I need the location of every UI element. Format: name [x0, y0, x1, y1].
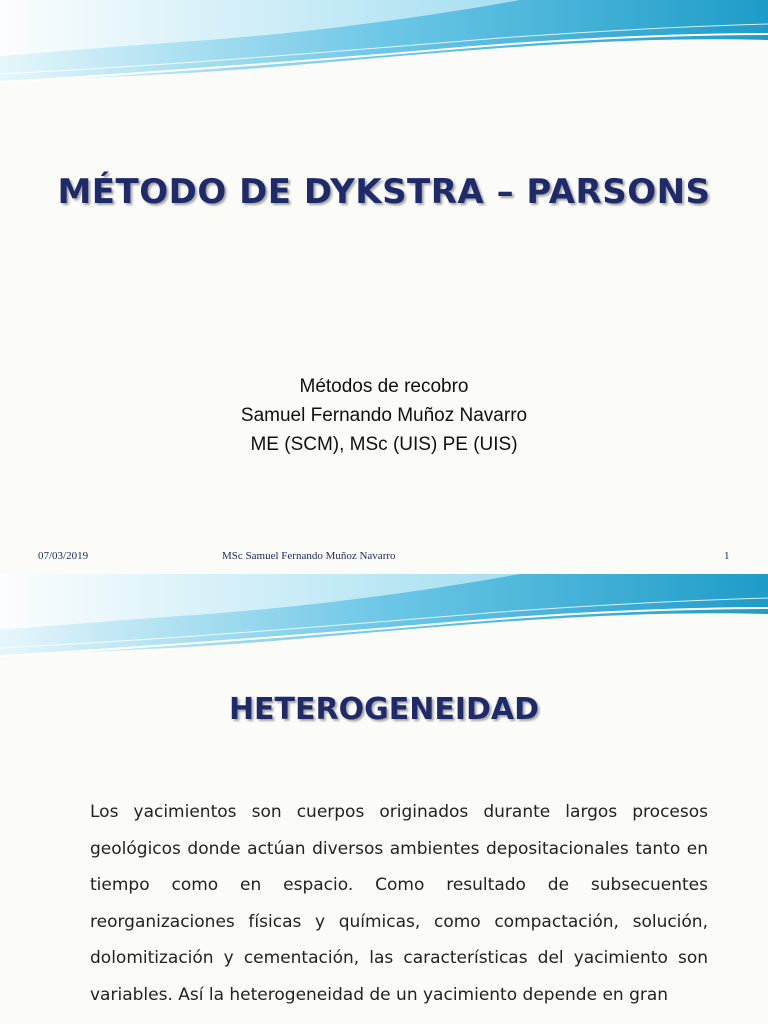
slide-title: HETEROGENEIDAD [228, 692, 540, 727]
footer-page-number: 1 [724, 550, 730, 562]
slide-2 [0, 574, 768, 1024]
wave-banner-decoration [0, 0, 768, 100]
footer-date: 07/03/2019 [38, 550, 89, 562]
footer-author: MSc Samuel Fernando Muñoz Navarro [222, 550, 396, 562]
subtitle-block [0, 372, 768, 459]
wave-banner-decoration [0, 574, 768, 674]
body-paragraph: Los yacimientos son cuerpos originados durante largos procesos geológicos donde actúan diversos ambientes depositacionales tanto en tiempo como en espacio. Como resultado de subsecuentes reorganizaciones físicas y químicas, como compactación, solución, dolomitización y cementación, las características del yacimiento son variables. Así la heterogeneidad de un yacimiento depende en gran [90, 802, 708, 1005]
subtitle-line: Samuel Fernando Muñoz Navarro [240, 405, 528, 426]
subtitle-line: ME (SCM), MSc (UIS) PE (UIS) [250, 434, 518, 455]
subtitle-line: Métodos de recobro [299, 376, 469, 397]
slide-title: MÉTODO DE DYKSTRA – PARSONS [57, 172, 711, 212]
